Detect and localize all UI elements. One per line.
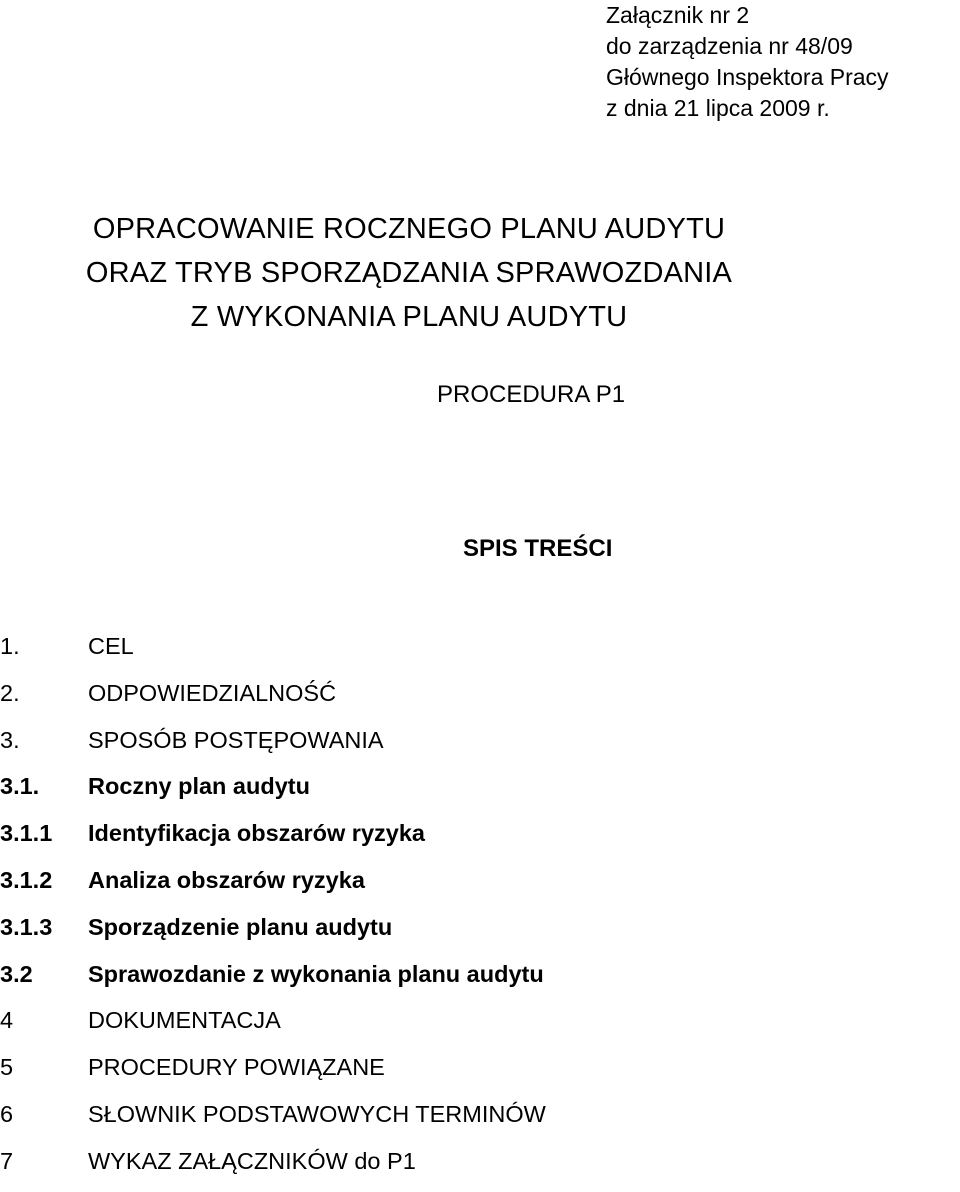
toc-label: DOKUMENTACJA — [88, 1007, 281, 1034]
annex-line-1: Załącznik nr 2 — [606, 2, 750, 28]
annex-header — [606, 0, 889, 124]
toc-number: 5 — [0, 1054, 14, 1081]
toc-number: 7 — [0, 1147, 14, 1174]
annex-line-3: Głównego Inspektora Pracy — [606, 64, 889, 90]
toc-heading: SPIS TREŚCI — [463, 535, 613, 562]
toc-number: 3.1.1 — [0, 820, 53, 847]
toc-label: Analiza obszarów ryzyka — [88, 866, 365, 893]
toc-number: 1. — [0, 633, 20, 659]
annex-line-4: z dnia 21 lipca 2009 r. — [606, 95, 830, 121]
procedure-label: PROCEDURA P1 — [437, 381, 626, 408]
title-line-1: OPRACOWANIE ROCZNEGO PLANU AUDYTU — [92, 213, 726, 245]
annex-line-2: do zarządzenia nr 48/09 — [606, 33, 853, 59]
toc-number: 3.1.2 — [0, 866, 53, 893]
toc-number: 3.1.3 — [0, 913, 53, 940]
toc-label: SŁOWNIK PODSTAWOWYCH TERMINÓW — [88, 1100, 546, 1127]
toc-number: 2. — [0, 679, 20, 706]
toc-label: CEL — [88, 633, 134, 659]
toc-label: WYKAZ ZAŁĄCZNIKÓW do P1 — [88, 1147, 416, 1174]
toc-number: 3.1. — [0, 773, 40, 800]
toc-label: SPOSÓB POSTĘPOWANIA — [88, 726, 384, 753]
toc-number: 3.2 — [0, 960, 33, 987]
toc-number: 3. — [0, 726, 20, 753]
toc-label: Identyfikacja obszarów ryzyka — [88, 820, 425, 847]
toc-label: ODPOWIEDZIALNOŚĆ — [88, 679, 337, 706]
toc-label: Sporządzenie planu audytu — [88, 913, 393, 940]
toc-number: 6 — [0, 1100, 14, 1127]
toc-number: 4 — [0, 1007, 14, 1034]
toc-label: Roczny plan audytu — [88, 773, 310, 800]
title-line-2: ORAZ TRYB SPORZĄDZANIA SPRAWOZDANIA — [85, 257, 733, 289]
document-title — [0, 207, 960, 339]
title-line-3: Z WYKONANIA PLANU AUDYTU — [190, 301, 628, 333]
toc-label: Sprawozdanie z wykonania planu audytu — [88, 960, 544, 987]
toc-label: PROCEDURY POWIĄZANE — [88, 1054, 385, 1081]
